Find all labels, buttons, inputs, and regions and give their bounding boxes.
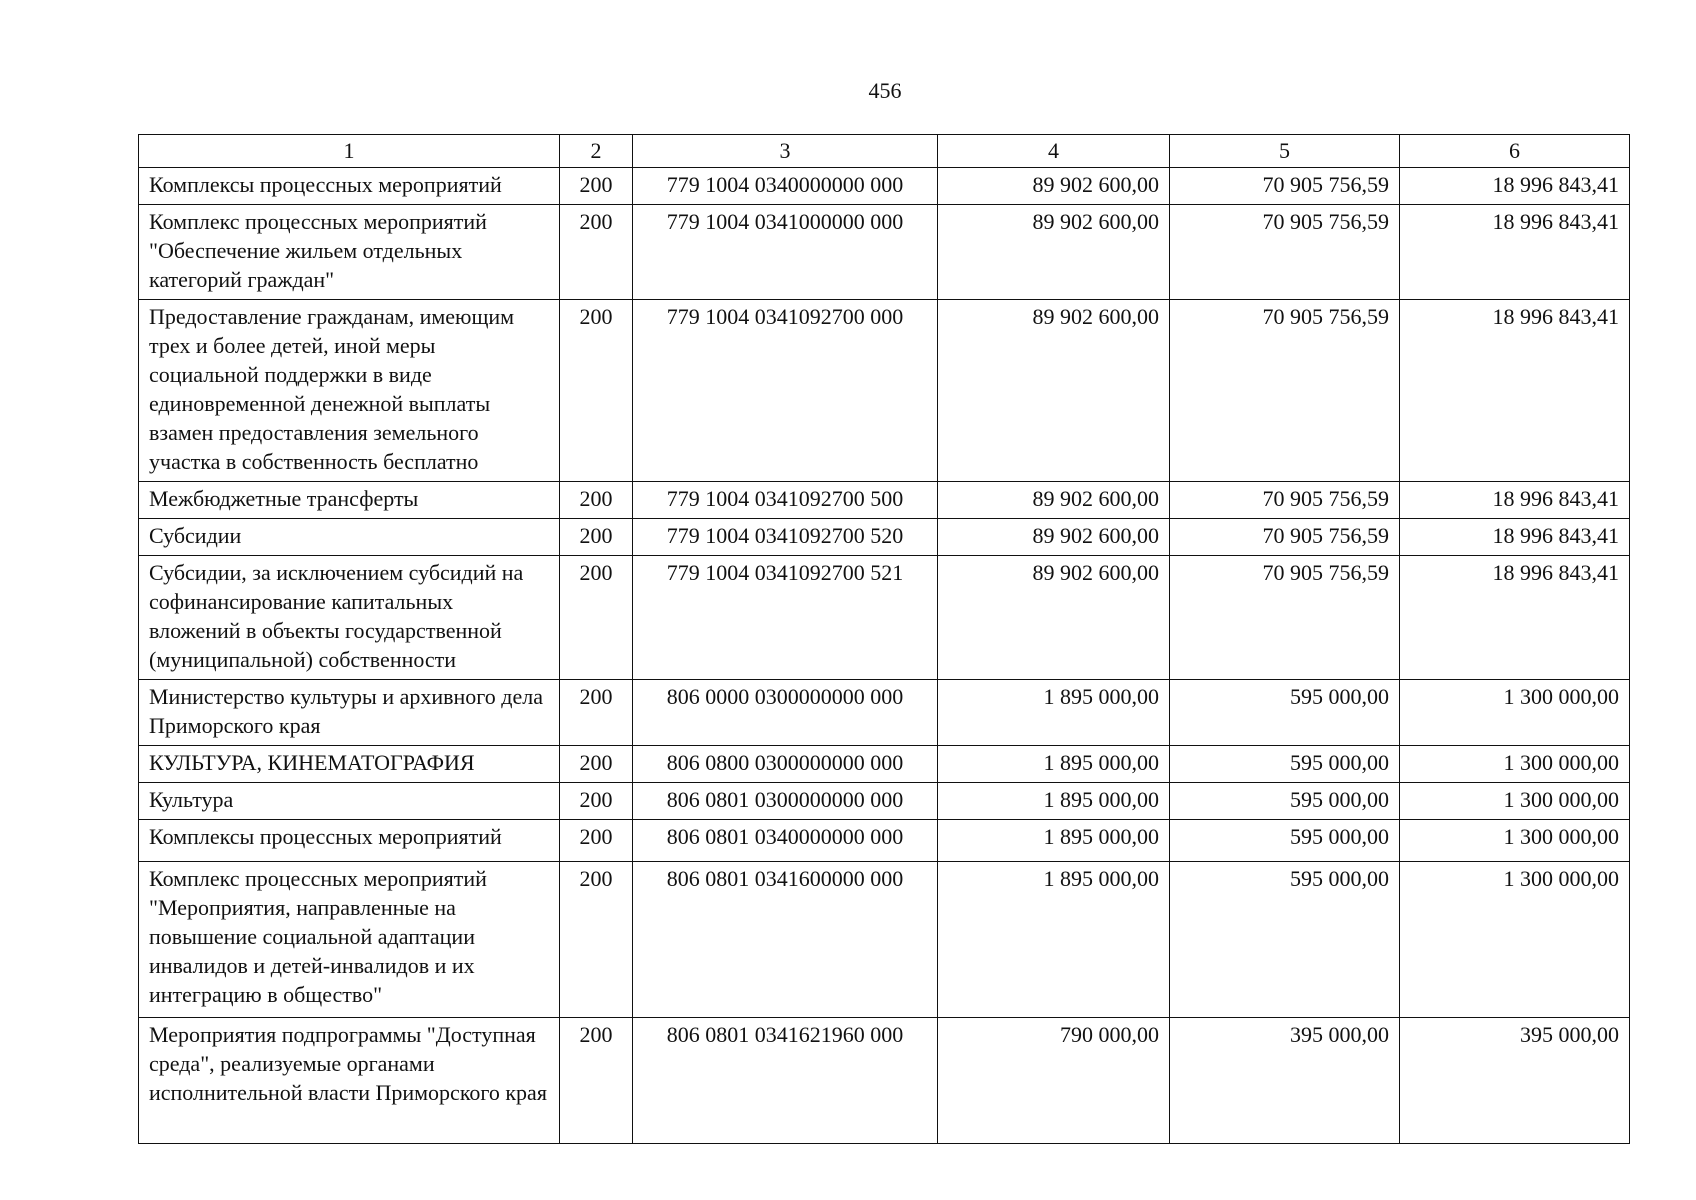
row-kbk: 779 1004 0340000000 000 [633, 168, 938, 205]
column-header-1: 1 [139, 135, 560, 168]
table-row [139, 746, 1630, 783]
table-row [139, 300, 1630, 482]
table-row [139, 680, 1630, 746]
row-col6: 18 996 843,41 [1400, 168, 1630, 205]
row-col4: 1 895 000,00 [938, 862, 1170, 1018]
row-col4: 89 902 600,00 [938, 205, 1170, 300]
row-col5: 70 905 756,59 [1170, 168, 1400, 205]
table-row [139, 519, 1630, 556]
row-name: Комплексы процессных мероприятий [139, 168, 560, 205]
row-col5: 70 905 756,59 [1170, 205, 1400, 300]
row-name: Комплекс процессных мероприятий "Мероприятия, направленные на повышение социальной адаптации инвалидов и детей-инвалидов и их интеграцию в общество" [139, 862, 560, 1018]
row-code: 200 [560, 482, 633, 519]
row-col5: 70 905 756,59 [1170, 482, 1400, 519]
row-code: 200 [560, 168, 633, 205]
row-col6: 18 996 843,41 [1400, 205, 1630, 300]
row-kbk: 806 0801 0340000000 000 [633, 820, 938, 862]
column-header-2: 2 [560, 135, 633, 168]
row-kbk: 779 1004 0341092700 520 [633, 519, 938, 556]
table-row [139, 783, 1630, 820]
row-col5: 70 905 756,59 [1170, 556, 1400, 680]
row-name: КУЛЬТУРА, КИНЕМАТОГРАФИЯ [139, 746, 560, 783]
row-code: 200 [560, 862, 633, 1018]
row-col6: 1 300 000,00 [1400, 680, 1630, 746]
row-kbk: 806 0801 0300000000 000 [633, 783, 938, 820]
row-name: Субсидии [139, 519, 560, 556]
row-col6: 1 300 000,00 [1400, 862, 1630, 1018]
row-code: 200 [560, 519, 633, 556]
row-name: Межбюджетные трансферты [139, 482, 560, 519]
row-col6: 395 000,00 [1400, 1018, 1630, 1144]
row-name: Субсидии, за исключением субсидий на софинансирование капитальных вложений в объекты государственной (муниципальной) собственности [139, 556, 560, 680]
row-kbk: 779 1004 0341092700 000 [633, 300, 938, 482]
row-kbk: 779 1004 0341000000 000 [633, 205, 938, 300]
table-row [139, 862, 1630, 1018]
row-col4: 1 895 000,00 [938, 680, 1170, 746]
row-col5: 595 000,00 [1170, 820, 1400, 862]
row-kbk: 806 0801 0341621960 000 [633, 1018, 938, 1144]
row-col5: 595 000,00 [1170, 783, 1400, 820]
row-col4: 89 902 600,00 [938, 519, 1170, 556]
row-col4: 1 895 000,00 [938, 746, 1170, 783]
table-row [139, 556, 1630, 680]
row-col6: 18 996 843,41 [1400, 519, 1630, 556]
row-col4: 89 902 600,00 [938, 482, 1170, 519]
row-col6: 18 996 843,41 [1400, 300, 1630, 482]
row-code: 200 [560, 205, 633, 300]
row-code: 200 [560, 746, 633, 783]
row-kbk: 806 0000 0300000000 000 [633, 680, 938, 746]
row-code: 200 [560, 820, 633, 862]
row-kbk: 806 0801 0341600000 000 [633, 862, 938, 1018]
column-header-5: 5 [1170, 135, 1400, 168]
row-code: 200 [560, 783, 633, 820]
row-col5: 70 905 756,59 [1170, 300, 1400, 482]
table-row [139, 820, 1630, 862]
row-col6: 18 996 843,41 [1400, 556, 1630, 680]
row-col5: 395 000,00 [1170, 1018, 1400, 1144]
row-col6: 1 300 000,00 [1400, 746, 1630, 783]
table-row [139, 1018, 1630, 1144]
row-name: Предоставление гражданам, имеющим трех и более детей, иной меры социальной поддержки в виде единовременной денежной выплаты взамен предоставления земельного участка в собственность бесплатно [139, 300, 560, 482]
row-col5: 595 000,00 [1170, 746, 1400, 783]
row-kbk: 779 1004 0341092700 500 [633, 482, 938, 519]
row-col5: 595 000,00 [1170, 680, 1400, 746]
column-header-3: 3 [633, 135, 938, 168]
table-row [139, 168, 1630, 205]
row-col4: 1 895 000,00 [938, 783, 1170, 820]
column-header-4: 4 [938, 135, 1170, 168]
row-name: Комплексы процессных мероприятий [139, 820, 560, 862]
row-name: Мероприятия подпрограммы "Доступная среда", реализуемые органами исполнительной власти Приморского края [139, 1018, 560, 1144]
row-col6: 1 300 000,00 [1400, 783, 1630, 820]
row-col6: 1 300 000,00 [1400, 820, 1630, 862]
row-col4: 1 895 000,00 [938, 820, 1170, 862]
row-code: 200 [560, 1018, 633, 1144]
column-header-6: 6 [1400, 135, 1630, 168]
page-number: 456 [868, 78, 902, 103]
budget-table [138, 134, 1630, 1144]
row-col6: 18 996 843,41 [1400, 482, 1630, 519]
row-name: Культура [139, 783, 560, 820]
row-code: 200 [560, 300, 633, 482]
table-row [139, 205, 1630, 300]
row-col4: 89 902 600,00 [938, 300, 1170, 482]
header-row [139, 135, 1630, 168]
row-name: Министерство культуры и архивного дела Приморского края [139, 680, 560, 746]
row-code: 200 [560, 556, 633, 680]
row-col4: 89 902 600,00 [938, 556, 1170, 680]
row-col5: 70 905 756,59 [1170, 519, 1400, 556]
row-name: Комплекс процессных мероприятий "Обеспечение жильем отдельных категорий граждан" [139, 205, 560, 300]
row-kbk: 779 1004 0341092700 521 [633, 556, 938, 680]
row-col4: 89 902 600,00 [938, 168, 1170, 205]
table-row [139, 482, 1630, 519]
row-col5: 595 000,00 [1170, 862, 1400, 1018]
row-kbk: 806 0800 0300000000 000 [633, 746, 938, 783]
row-col4: 790 000,00 [938, 1018, 1170, 1144]
row-code: 200 [560, 680, 633, 746]
